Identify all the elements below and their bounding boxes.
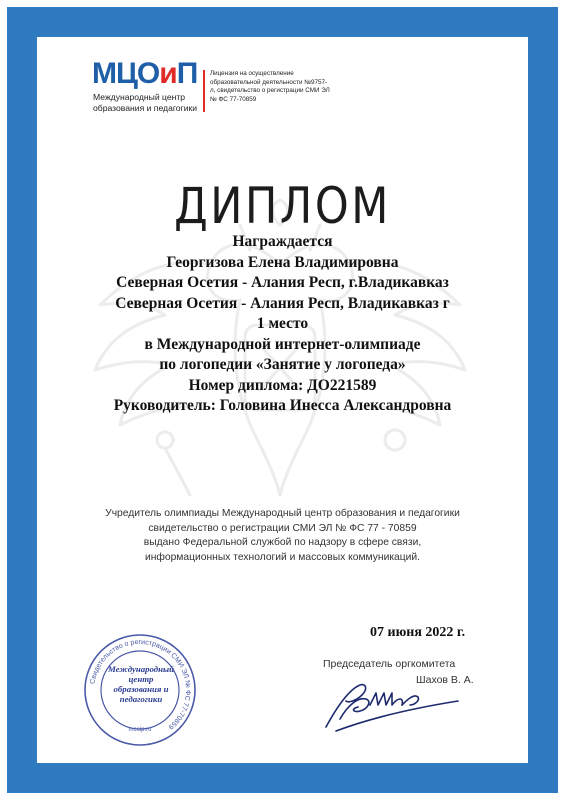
logo-subtitle: Международный центр образования и педагогики xyxy=(93,92,198,113)
chair-name: Шахов В. А. xyxy=(416,674,474,686)
award-line: Северная Осетия - Алания Респ, Владикавказ г xyxy=(115,294,450,312)
stamp-ring-text: Свидетельство о регистрации СМИ ЭЛ № ФС 77-70859 xyxy=(89,638,192,731)
award-line: Награждается xyxy=(232,233,333,250)
supervisor: Руководитель: Головина Инесса Александровна xyxy=(113,397,452,414)
recipient-name: Георгизова Елена Владимировна xyxy=(166,253,399,271)
issue-date: 07 июня 2022 г. xyxy=(370,625,466,640)
logo-wordmark: МЦОиП xyxy=(92,57,198,90)
chair-label: Председатель оргкомитета xyxy=(323,658,456,670)
olympiad-name: по логопедии «Занятие у логопеда» xyxy=(159,356,406,373)
award-text xyxy=(60,232,505,417)
stamp-center-text: Международный центр образования и педагогики xyxy=(107,664,175,704)
logo-separator xyxy=(203,70,205,112)
stamp-website: mcoip.ru xyxy=(128,727,152,733)
license-text: Лицензия на осуществление образовательной деятельности №9757-л, свидетельство о регистрации СМИ ЭЛ № ФС 77-70859 xyxy=(210,70,330,103)
diploma-number: Номер диплома: ДО221589 xyxy=(188,376,377,394)
place: 1 место xyxy=(256,315,309,332)
diploma-title: ДИПЛОМ xyxy=(174,177,391,235)
founder-info: Учредитель олимпиады Международный центр образования и педагогики свидетельство о регистрации СМИ ЭЛ № ФС 77 - 70859 выдано Федеральной службой по надзору в сфере связи, информационных технологий и массовых коммуникаций. xyxy=(105,508,460,563)
award-line: в Международной интернет-олимпиаде xyxy=(144,335,421,353)
award-line: Северная Осетия - Алания Респ, г.Владикавказ xyxy=(116,274,449,291)
signature-icon xyxy=(318,675,468,735)
